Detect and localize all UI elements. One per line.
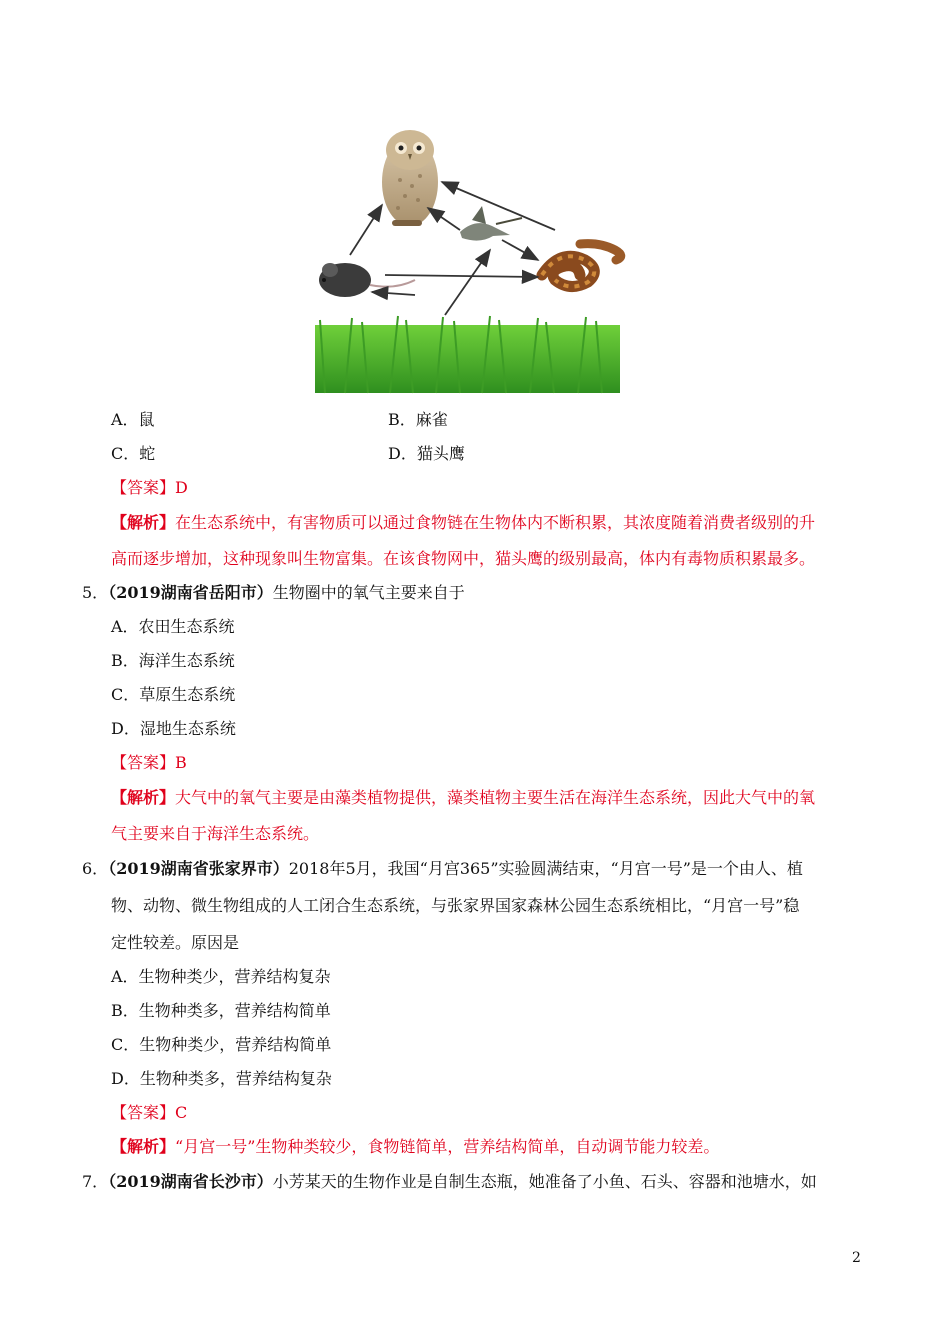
q6-option-b[interactable]: B．生物种类多，营养结构简单 bbox=[111, 1001, 331, 1020]
question-text: 生物圈中的氧气主要来自于 bbox=[272, 583, 465, 602]
q5-analysis-line1 bbox=[111, 788, 815, 808]
q7-stem-line1 bbox=[82, 1172, 817, 1192]
question-source: （2019湖南省长沙市） bbox=[108, 1172, 273, 1191]
q5-stem bbox=[82, 583, 465, 603]
food-chain-arrows bbox=[350, 182, 555, 315]
question-number: 5． bbox=[82, 583, 109, 602]
answer-value: C bbox=[175, 1103, 188, 1122]
q5-analysis-line2: 气主要来自于海洋生态系统。 bbox=[111, 824, 320, 843]
analysis-text: “月宫一号”生物种类较少，食物链简单，营养结构简单，自动调节能力较差。 bbox=[175, 1137, 720, 1156]
page-number: 2 bbox=[852, 1250, 861, 1266]
q6-answer bbox=[111, 1103, 187, 1123]
q6-option-a[interactable]: A．生物种类少，营养结构复杂 bbox=[111, 967, 331, 986]
food-web-figure bbox=[310, 120, 630, 395]
analysis-tag: 【解析】 bbox=[111, 788, 176, 807]
question-source: （2019湖南省张家界市） bbox=[108, 859, 289, 878]
analysis-tag: 【解析】 bbox=[111, 1137, 176, 1156]
q6-stem-line2: 物、动物、微生物组成的人工闭合生态系统，与张家界国家森林公园生态系统相比，“月宫一号”稳 bbox=[111, 896, 800, 915]
q6-option-d[interactable]: D．生物种类多，营养结构复杂 bbox=[111, 1069, 332, 1088]
q4-option-b[interactable]: B．麻雀 bbox=[388, 410, 448, 429]
q5-option-b[interactable]: B．海洋生态系统 bbox=[111, 651, 235, 670]
question-text: 2018年5月，我国“月宫365”实验圆满结束，“月宫一号”是一个由人、植 bbox=[288, 859, 803, 878]
q4-option-d[interactable]: D．猫头鹰 bbox=[388, 444, 465, 463]
question-text: 小芳某天的生物作业是自制生态瓶，她准备了小鱼、石头、容器和池塘水，如 bbox=[272, 1172, 817, 1191]
q5-option-d[interactable]: D．湿地生态系统 bbox=[111, 719, 236, 738]
mouse-icon bbox=[319, 263, 415, 297]
question-number: 7． bbox=[82, 1172, 109, 1191]
q5-option-c[interactable]: C．草原生态系统 bbox=[111, 685, 236, 704]
q4-answer bbox=[111, 478, 188, 498]
q5-option-a[interactable]: A．农田生态系统 bbox=[111, 617, 235, 636]
owl-icon bbox=[382, 130, 438, 226]
q6-analysis-line1 bbox=[111, 1137, 719, 1157]
q6-option-c[interactable]: C．生物种类少，营养结构简单 bbox=[111, 1035, 332, 1054]
q4-analysis-line2: 高而逐步增加，这种现象叫生物富集。在该食物网中，猫头鹰的级别最高，体内有毒物质积累最多。 bbox=[111, 549, 816, 568]
answer-value: D bbox=[175, 478, 188, 497]
answer-tag: 【答案】 bbox=[111, 478, 176, 497]
answer-tag: 【答案】 bbox=[111, 753, 176, 772]
q4-option-c[interactable]: C．蛇 bbox=[111, 444, 156, 463]
answer-value: B bbox=[175, 753, 187, 772]
question-source: （2019湖南省岳阳市） bbox=[108, 583, 273, 602]
q4-option-a[interactable]: A．鼠 bbox=[111, 410, 155, 429]
question-number: 6． bbox=[82, 859, 109, 878]
q6-stem-line1 bbox=[82, 859, 803, 879]
analysis-text: 大气中的氧气主要是由藻类植物提供，藻类植物主要生活在海洋生态系统，因此大气中的氧 bbox=[175, 788, 816, 807]
snake-icon bbox=[542, 244, 621, 287]
q6-stem-line3: 定性较差。原因是 bbox=[111, 933, 240, 952]
analysis-tag: 【解析】 bbox=[111, 513, 176, 532]
analysis-text: 在生态系统中，有害物质可以通过食物链在生物体内不断积累，其浓度随着消费者级别的升 bbox=[175, 513, 816, 532]
q4-analysis-line1 bbox=[111, 513, 815, 533]
grass-icon bbox=[315, 316, 620, 393]
answer-tag: 【答案】 bbox=[111, 1103, 176, 1122]
q5-answer bbox=[111, 753, 187, 773]
